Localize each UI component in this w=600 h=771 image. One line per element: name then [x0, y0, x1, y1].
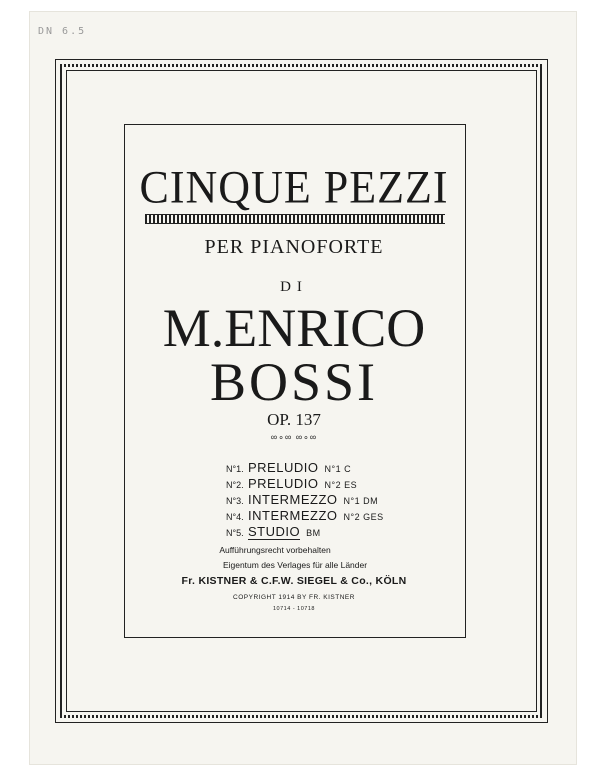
- work-subtitle: PER PIANOFORTE: [204, 236, 384, 258]
- piece-number: N°5.: [226, 528, 244, 538]
- piece-number: N°4.: [226, 512, 244, 522]
- ownership-notice: Eigentum des Verlages für alle Länder: [222, 560, 368, 570]
- list-item: [226, 508, 456, 524]
- plate-numbers: 10714 - 10718: [273, 606, 315, 612]
- ornament-icon: ∞∘∞ ∞∘∞: [270, 432, 318, 442]
- pieces-list: [226, 460, 456, 540]
- list-item: [226, 476, 456, 492]
- piece-name: INTERMEZZO: [248, 508, 338, 523]
- composer-first-name: M.ENRICO: [162, 298, 426, 358]
- piece-key: N°2 ES: [324, 480, 358, 490]
- piece-name: PRELUDIO: [248, 460, 319, 475]
- piece-key: BM: [306, 528, 321, 538]
- list-item: [226, 460, 456, 476]
- piece-key: N°1 DM: [343, 496, 379, 506]
- copyright-notice: COPYRIGHT 1914 BY FR. KISTNER: [233, 594, 355, 601]
- piece-number: N°1.: [226, 464, 244, 474]
- piece-name: INTERMEZZO: [248, 492, 338, 507]
- performance-rights: Aufführungsrecht vorbehalten: [219, 545, 331, 555]
- pencil-annotation: DN 6.5: [38, 26, 87, 37]
- piece-number: N°3.: [226, 496, 244, 506]
- opus-number: OP. 137: [267, 410, 321, 429]
- piece-name: PRELUDIO: [248, 476, 319, 491]
- composer-surname: BOSSI: [209, 352, 379, 412]
- list-item: [226, 524, 456, 540]
- piece-name: STUDIO: [248, 524, 301, 539]
- publisher: Fr. KISTNER & C.F.W. SIEGEL & Co., KÖLN: [181, 575, 407, 587]
- piece-number: N°2.: [226, 480, 244, 490]
- piece-key: N°1 C: [324, 464, 352, 474]
- by-label: DI: [280, 279, 308, 295]
- list-item: [226, 492, 456, 508]
- work-title: CINQUE PEZZI: [139, 161, 449, 214]
- title-ornament-rule: [145, 214, 445, 224]
- piece-key: N°2 GES: [343, 512, 384, 522]
